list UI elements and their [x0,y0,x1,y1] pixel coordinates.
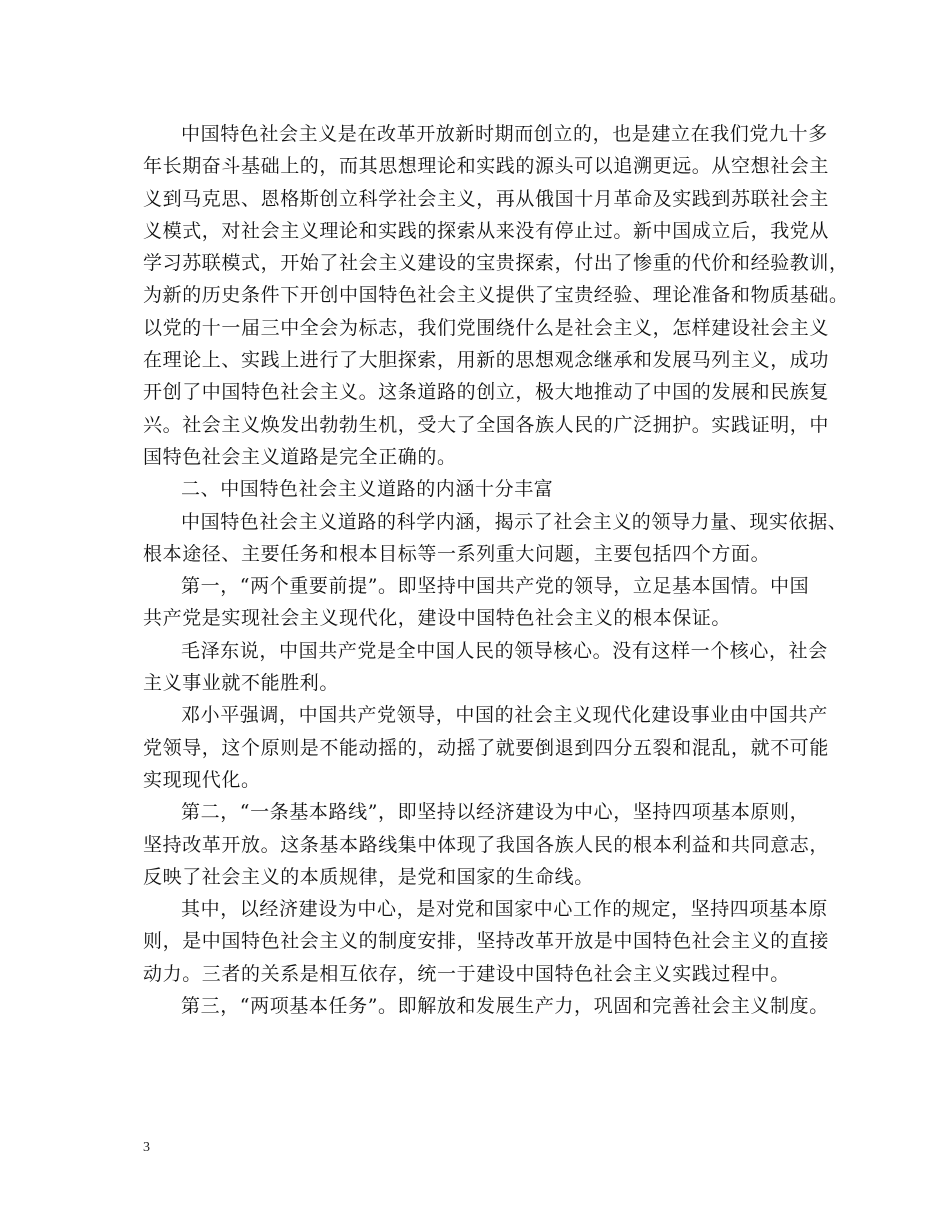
text-line: 以党的十一届三中全会为标志，我们党围绕什么是社会主义，怎样建设社会主义 [143,316,830,339]
text-line: 坚持改革开放。这条基本路线集中体现了我国各族人民的根本利益和共同意志， [143,833,830,856]
text-line: 根本途径、主要任务和根本目标等一系列重大问题，主要包括四个方面。 [143,542,771,565]
text-line: 学习苏联模式，开始了社会主义建设的宝贵探索，付出了惨重的代价和经验教训， [143,252,849,275]
text-line: 兴。社会主义焕发出勃勃生机，受大了全国各族人民的广泛拥护。实践证明，中 [143,413,830,436]
section-heading: 二、中国特色社会主义道路的内涵十分丰富 [181,478,554,501]
text-line: 反映了社会主义的本质规律，是党和国家的生命线。 [143,865,594,888]
text-line: 年长期奋斗基础上的，而其思想理论和实践的源头可以追溯更远。从空想社会主 [143,155,830,178]
text-line: 则，是中国特色社会主义的制度安排，坚持改革开放是中国特色社会主义的直接 [143,930,830,953]
text-line: 毛泽东说，中国共产党是全中国人民的领导核心。没有这样一个核心，社会 [181,639,828,662]
text-line: 第三，“两项基本任务”。即解放和发展生产力，巩固和完善社会主义制度。 [181,995,829,1018]
text-line: 党领导，这个原则是不能动摇的，动摇了就要倒退到四分五裂和混乱，就不可能 [143,736,830,759]
text-line: 共产党是实现社会主义现代化，建设中国特色社会主义的根本保证。 [143,607,732,630]
text-line: 为新的历史条件下开创中国特色社会主义提供了宝贵经验、理论准备和物质基础。 [143,284,849,307]
text-line: 第一，“两个重要前提”。即坚持中国共产党的领导，立足基本国情。中国 [181,575,810,598]
text-line: 第二，“一条基本路线”，即坚持以经济建设为中心，坚持四项基本原则， [181,801,810,824]
text-line: 实现现代化。 [143,768,261,791]
text-line: 国特色社会主义道路是完全正确的。 [143,445,457,468]
text-line: 动力。三者的关系是相互依存，统一于建设中国特色社会主义实践过程中。 [143,962,790,985]
text-line: 主义事业就不能胜利。 [143,672,340,695]
page-number: 3 [143,1140,150,1155]
text-line: 义到马克思、恩格斯创立科学社会主义，再从俄国十月革命及实践到苏联社会主 [143,187,830,210]
text-line: 邓小平强调，中国共产党领导，中国的社会主义现代化建设事业由中国共产 [181,704,828,727]
text-line: 义模式，对社会主义理论和实践的探索从来没有停止过。新中国成立后，我党从 [143,219,830,242]
text-line: 开创了中国特色社会主义。这条道路的创立，极大地推动了中国的发展和民族复 [143,381,830,404]
text-line: 中国特色社会主义道路的科学内涵，揭示了社会主义的领导力量、现实依据、 [181,510,848,533]
text-line: 其中，以经济建设为中心，是对党和国家中心工作的规定，坚持四项基本原 [181,898,828,921]
text-line: 中国特色社会主义是在改革开放新时期而创立的，也是建立在我们党九十多 [181,123,828,145]
document-body [143,118,849,1022]
text-line: 在理论上、实践上进行了大胆探索，用新的思想观念继承和发展马列主义，成功 [143,349,830,372]
